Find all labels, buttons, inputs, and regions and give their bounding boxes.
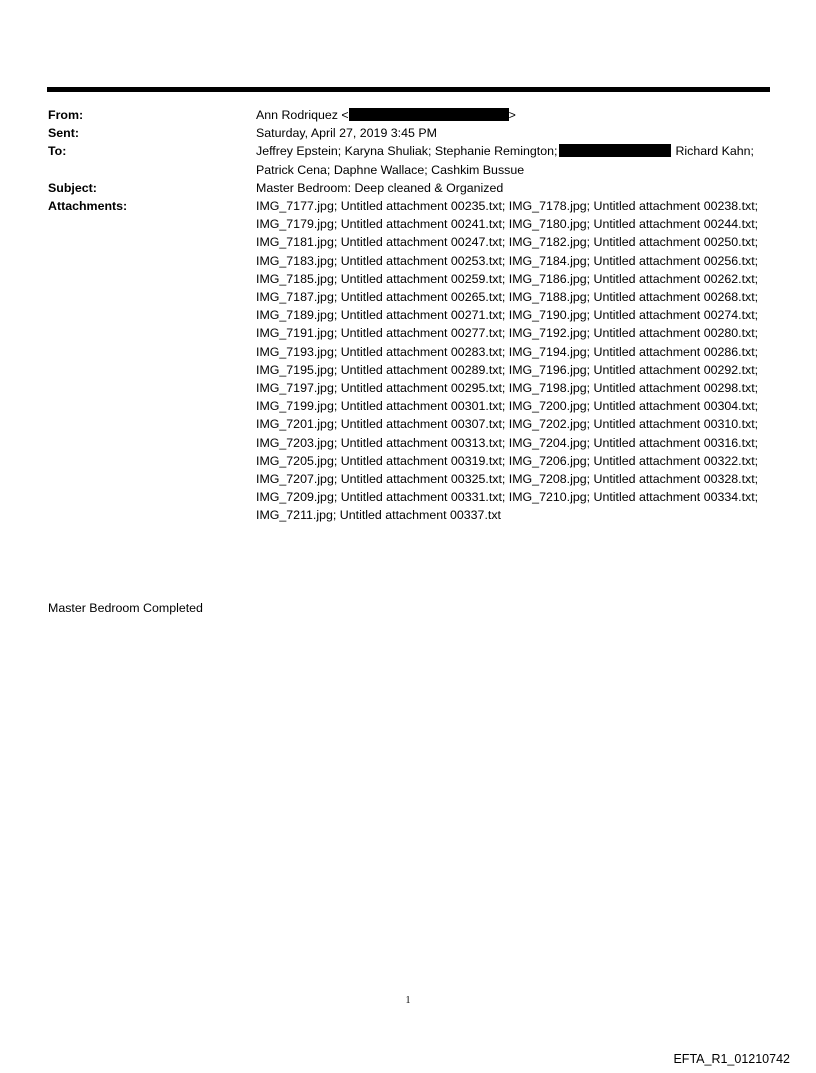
document-id: EFTA_R1_01210742: [673, 1052, 790, 1066]
email-body-text: Master Bedroom Completed: [48, 601, 203, 615]
redacted-email-block: [349, 108, 509, 121]
attachments-list: IMG_7177.jpg; Untitled attachment 00235.txt; IMG_7178.jpg; Untitled attachment 00238.txt; IMG_7179.jpg; Untitled attachment 00241.txt; IMG_7180.jpg; Untitled attachment 00244.txt; IMG_7181.jpg; Untitled attachment 00247.txt; IMG_7182.jpg; Untitled attachment 00250.txt; IMG_7183.jpg; Untitled attachment 00253.txt; IMG_7184.jpg; Untitled attachment 00256.txt; IMG_7185.jpg; Untitled attachment 00259.txt; IMG_7186.jpg; Untitled attachment 00262.txt; IMG_7187.jpg; Untitled attachment 00265.txt; IMG_7188.jpg; Untitled attachment 00268.txt; IMG_7189.jpg; Untitled attachment 00271.txt; IMG_7190.jpg; Untitled attachment 00274.txt; IMG_7191.jpg; Untitled attachment 00277.txt; IMG_7192.jpg; Untitled attachment 00280.txt; IMG_7193.jpg; Untitled attachment 00283.txt; IMG_7194.jpg; Untitled attachment 00286.txt; IMG_7195.jpg; Untitled attachment 00289.txt; IMG_7196.jpg; Untitled attachment 00292.txt; IMG_7197.jpg; Untitled attachment 00295.txt; IMG_7198.jpg; Untitled attachment 00298.txt; IMG_7199.jpg; Untitled attachment 00301.txt; IMG_7200.jpg; Untitled attachment 00304.txt; IMG_7201.jpg; Untitled attachment 00307.txt; IMG_7202.jpg; Untitled attachment 00310.txt; IMG_7203.jpg; Untitled attachment 00313.txt; IMG_7204.jpg; Untitled attachment 00316.txt; IMG_7205.jpg; Untitled attachment 00319.txt; IMG_7206.jpg; Untitled attachment 00322.txt; IMG_7207.jpg; Untitled attachment 00325.txt; IMG_7208.jpg; Untitled attachment 00328.txt; IMG_7209.jpg; Untitled attachment 00331.txt; IMG_7210.jpg; Untitled attachment 00334.txt; IMG_7211.jpg; Untitled attachment 00337.txt: [256, 199, 759, 523]
redacted-recipient-block: [559, 144, 671, 157]
subject-label: Subject:: [48, 180, 97, 195]
to-label: To:: [48, 144, 67, 159]
to-row: [48, 142, 770, 178]
to-recipients-end: Richard Kahn; Patrick Cena; Daphne Wallace; Cashkim Bussue: [256, 144, 754, 177]
sent-value: Saturday, April 27, 2019 3:45 PM: [256, 126, 437, 141]
to-recipients-start: Jeffrey Epstein; Karyna Shuliak; Stephanie Remington;: [256, 144, 558, 159]
header-divider-rule: [47, 87, 770, 92]
sent-label: Sent:: [48, 126, 79, 141]
to-value: [256, 142, 770, 178]
email-header: [48, 106, 770, 525]
from-row: [48, 106, 770, 124]
from-value: [256, 106, 770, 124]
attachments-row: [48, 197, 770, 525]
subject-row: [48, 179, 770, 197]
from-name: Ann Rodriquez <: [256, 108, 349, 122]
subject-value: Master Bedroom: Deep cleaned & Organized: [256, 180, 504, 195]
attachments-label: Attachments:: [48, 199, 128, 214]
from-email-close: >: [508, 108, 516, 122]
page-number: 1: [405, 995, 411, 1006]
sent-row: [48, 124, 770, 142]
from-label: From:: [48, 108, 84, 122]
